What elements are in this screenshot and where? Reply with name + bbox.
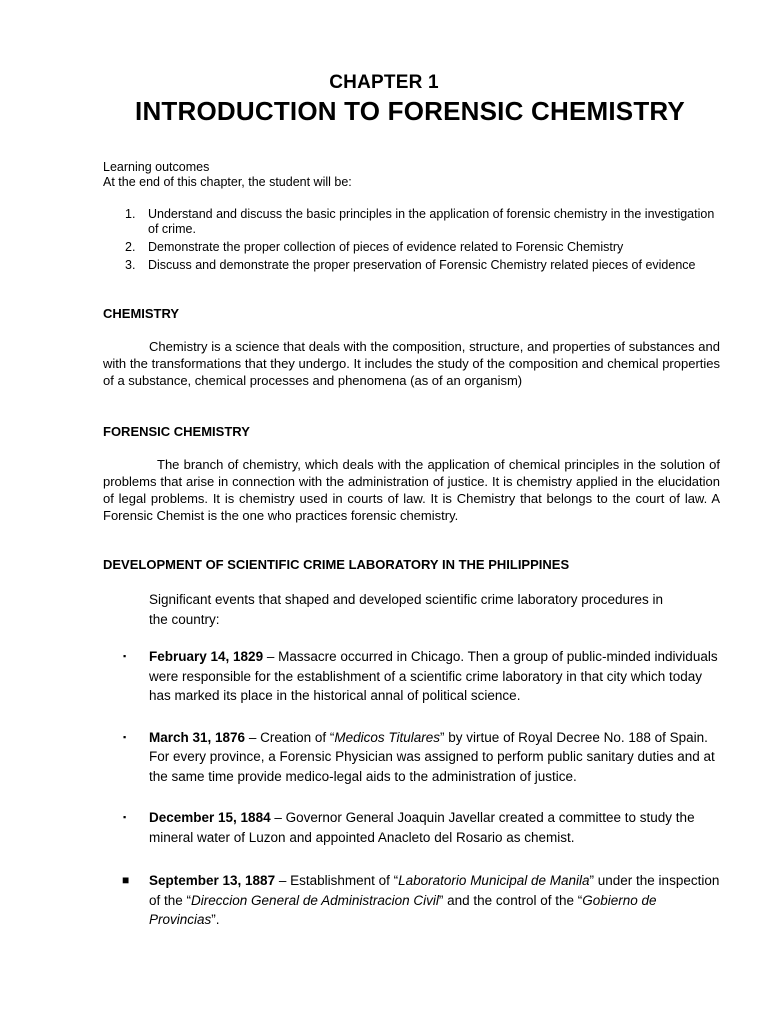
event-dash: – (275, 873, 291, 888)
event-italic-term: Laboratorio Municipal de Manila (398, 873, 590, 888)
bullet-icon: ▪ (123, 731, 127, 742)
event-italic-term: Direccion General de Administracion Civil (191, 892, 439, 908)
event-text: ” by virtue of Royal Decree No. 188 of Spain. For every province, a Forensic Physician was assigned to perform public sanitary duties and at the same time provide medico-legal aids to the administration of justice. (149, 729, 715, 784)
development-heading: DEVELOPMENT OF SCIENTIFIC CRIME LABORATORY IN THE PHILIPPINES (103, 557, 570, 572)
list-item-text: Discuss and demonstrate the proper preservation of Forensic Chemistry related pieces of evidence (148, 258, 696, 272)
learning-outcomes-heading: Learning outcomes (103, 160, 210, 174)
list-item (103, 207, 718, 237)
event-text: Governor General Joaquin Javellar created a committee to study the mineral water of Luzon and appointed Anacleto del Rosario as chemist. (149, 810, 695, 845)
event-dash: – (270, 810, 286, 825)
list-item-text: Understand and discuss the basic principles in the application of forensic chemistry in the investigation of crime. (148, 207, 715, 236)
forensic-chemistry-paragraph: The branch of chemistry, which deals with the application of chemical principles in the solution of problems that arise in connection with the administration of justice. It is chemistry applied in the elucidation of legal problems. It is chemistry used in courts of law. It is Chemistry that belongs to the court of law. A Forensic Chemist is the one who practices forensic chemistry. (103, 457, 720, 523)
event-date: September 13, 1887 (149, 873, 276, 888)
event-date: December 15, 1884 (149, 810, 271, 825)
bullet-icon: ▪ (123, 651, 127, 661)
event-italic-term: Gobierno de Provincias (149, 892, 657, 927)
event-dash: – (245, 729, 261, 745)
list-item (103, 240, 718, 255)
learning-outcomes (103, 160, 352, 190)
learning-outcomes-list (103, 207, 718, 276)
list-item-text: Demonstrate the proper collection of pieces of evidence related to Forensic Chemistry (148, 240, 624, 254)
event-text: ” under the inspection of the “ (149, 873, 720, 908)
chapter-number: CHAPTER 1 (329, 72, 439, 93)
list-number: 3. (125, 258, 136, 272)
forensic-chemistry-heading: FORENSIC CHEMISTRY (103, 424, 250, 439)
chemistry-paragraph: Chemistry is a science that deals with the composition, structure, and properties of substances and with the transformations that they undergo. It includes the study of the composition and chemical properties of a substance, chemical processes and phenomena (as of an organism) (103, 339, 720, 388)
list-number: 2. (125, 240, 136, 254)
event-date: February 14, 1829 (149, 649, 264, 664)
event-text: Creation of “ (260, 729, 335, 745)
event-italic-term: Medicos Titulares (334, 729, 441, 745)
list-item (103, 808, 720, 847)
chemistry-heading: CHEMISTRY (103, 306, 180, 321)
development-intro: Significant events that shaped and developed scientific crime laboratory procedures in the country: (149, 592, 664, 627)
list-number: 1. (125, 207, 136, 221)
bullet-icon: ■ (122, 873, 130, 887)
list-item (103, 871, 720, 930)
event-text: ” and the control of the “ (438, 892, 583, 908)
events-list (103, 647, 720, 930)
list-item (103, 728, 720, 787)
chapter-title: INTRODUCTION TO FORENSIC CHEMISTRY (135, 96, 685, 126)
list-item (103, 647, 720, 706)
learning-outcomes-intro: At the end of this chapter, the student will be: (103, 175, 352, 189)
list-item (103, 258, 718, 273)
event-dash: – (263, 649, 279, 664)
event-date: March 31, 1876 (149, 729, 246, 745)
event-text: Massacre occurred in Chicago. Then a group of public-minded individuals were responsible for the establishment of a scientific crime laboratory in that city which today has marked its place in the historical annal of political science. (149, 649, 718, 703)
event-text: Establishment of “ (290, 873, 399, 888)
bullet-icon: ▪ (123, 812, 127, 822)
event-text: ”. (211, 912, 220, 927)
